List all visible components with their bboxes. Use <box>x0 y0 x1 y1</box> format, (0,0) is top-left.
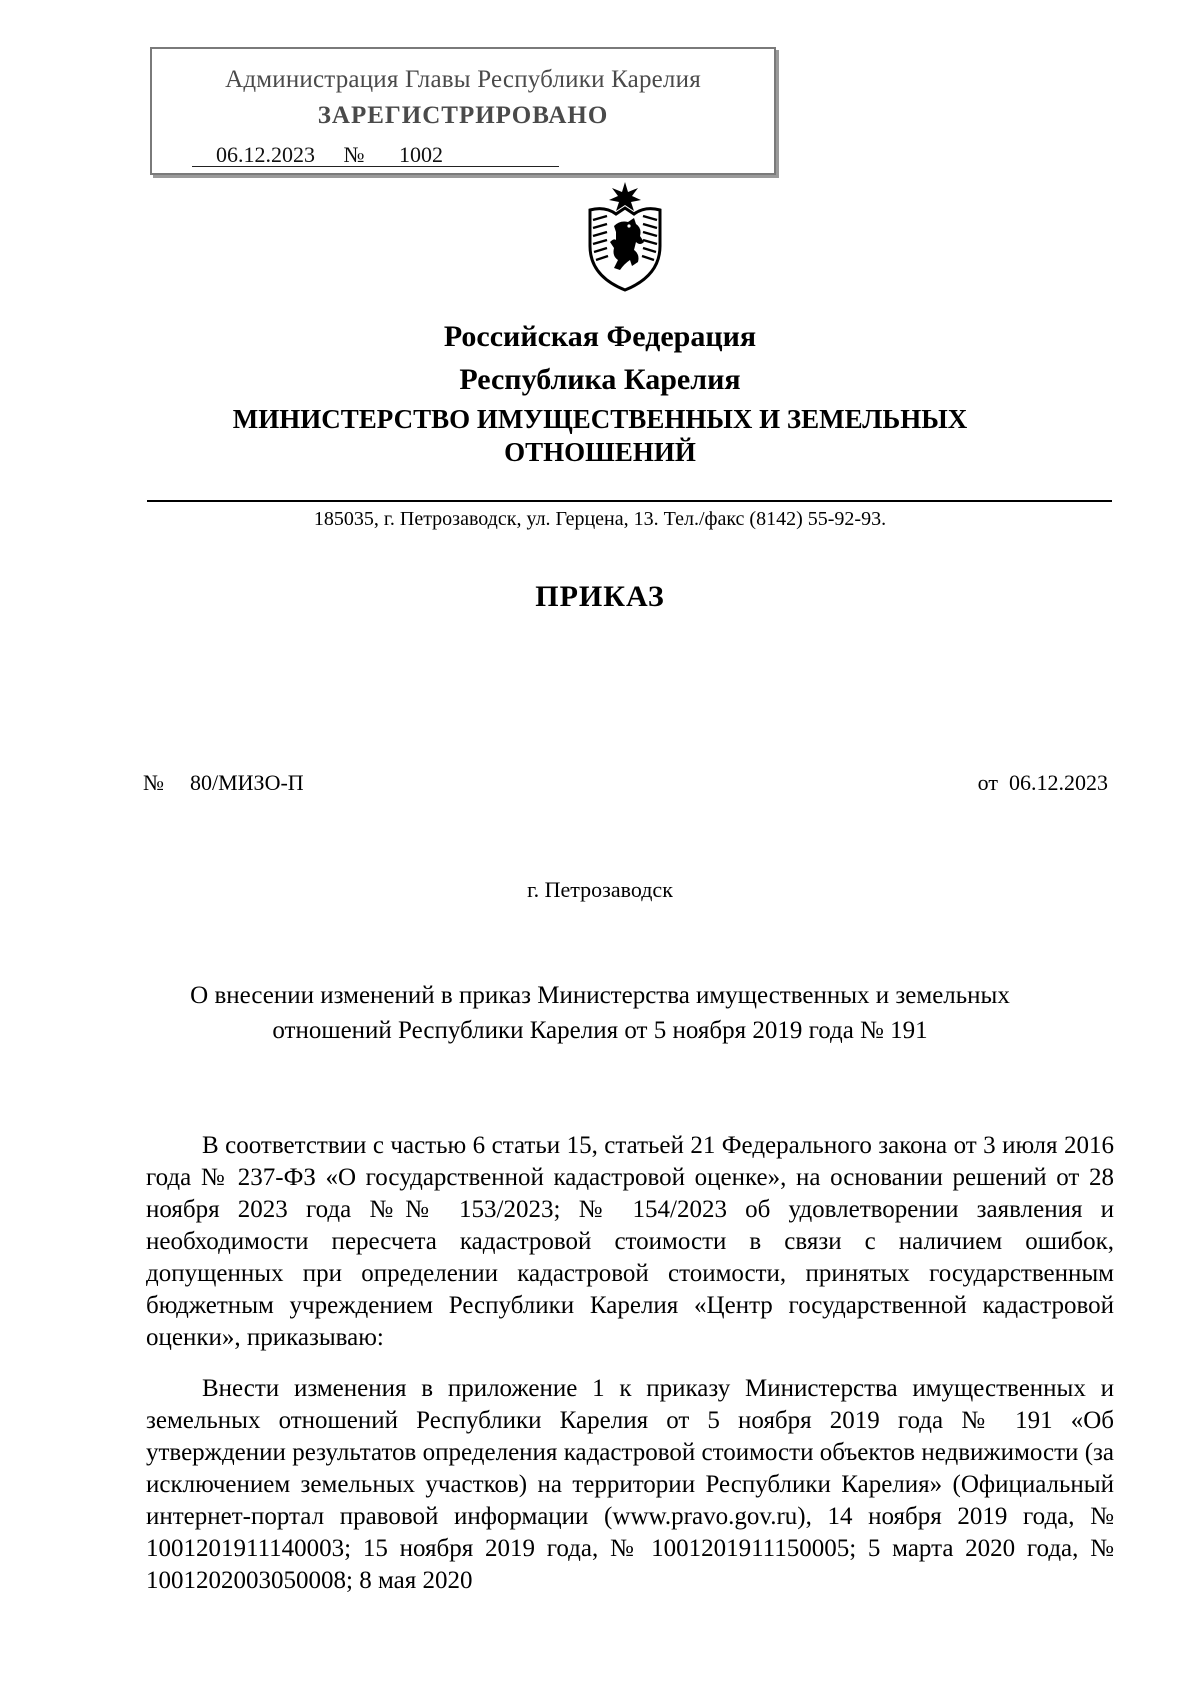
stamp-number-sign: № <box>339 144 369 167</box>
body-paragraph-2: Внести изменения в приложение 1 к приказу Министерства имущественных и земельных отношений Республики Карелия от 5 ноября 2019 года № 191 «Об утверждении результатов определения кадастровой стоимости объектов недвижимости (за исключением земельных участков) на территории Республики Карелия» (Официальный интернет-портал правовой информации (www.pravo.gov.ru), 14 ноября 2019 года, № 1001201911140003; 15 ноября 2019 года, № 1001201911150005; 5 марта 2020 года, № 1001202003050008; 8 мая 2020 <box>146 1375 1114 1594</box>
karelia-coat-of-arms-icon <box>580 180 670 292</box>
order-date <box>978 770 1108 796</box>
order-date-label: от <box>977 770 998 795</box>
stamp-registration-row <box>192 142 559 168</box>
ministry-heading-line2: ОТНОШЕНИЙ <box>504 437 696 467</box>
ministry-heading <box>0 403 1200 469</box>
order-number <box>143 770 304 796</box>
stamp-number: 1002 <box>369 144 559 167</box>
document-city: г. Петрозаводск <box>527 877 673 902</box>
document-subject-line2: отношений Республики Карелия от 5 ноября 2019 года № 191 <box>272 1017 928 1044</box>
country-heading: Российская Федерация <box>443 320 757 353</box>
ministry-heading-line1: МИНИСТЕРСТВО ИМУЩЕСТВЕННЫХ И ЗЕМЕЛЬНЫХ <box>232 404 968 434</box>
stamp-date: 06.12.2023 <box>192 144 339 167</box>
ministry-address: 185035, г. Петрозаводск, ул. Герцена, 13. Тел./факс (8142) 55-92-93. <box>313 508 887 530</box>
stamp-status: ЗАРЕГИСТРИРОВАНО <box>317 102 609 129</box>
order-number-sign: № <box>143 770 164 795</box>
document-type-heading: ПРИКАЗ <box>535 580 665 613</box>
order-number-value: 80/МИЗО-П <box>190 770 304 795</box>
header-divider <box>147 500 1112 502</box>
stamp-organization: Администрация Главы Республики Карелия <box>225 66 701 93</box>
registration-stamp <box>150 47 776 175</box>
body-paragraph-1: В соответствии с частью 6 статьи 15, статьей 21 Федерального закона от 3 июля 2016 года № 237-ФЗ «О государственной кадастровой оценке», на основании решений от 28 ноября 2023 года №№ 153/2023; № 154/2023 об удовлетворении заявления и необходимости пересчета кадастровой стоимости в связи с наличием ошибок, допущенных при определении кадастровой стоимости, принятых государственным бюджетным учреждением Республики Карелия «Центр государственной кадастровой оценки», приказываю: <box>146 1132 1114 1351</box>
document-subject <box>0 978 1200 1048</box>
document-subject-line1: О внесении изменений в приказ Министерства имущественных и земельных <box>190 982 1010 1009</box>
republic-heading: Республика Карелия <box>459 363 741 396</box>
order-date-value: 06.12.2023 <box>1009 770 1108 795</box>
